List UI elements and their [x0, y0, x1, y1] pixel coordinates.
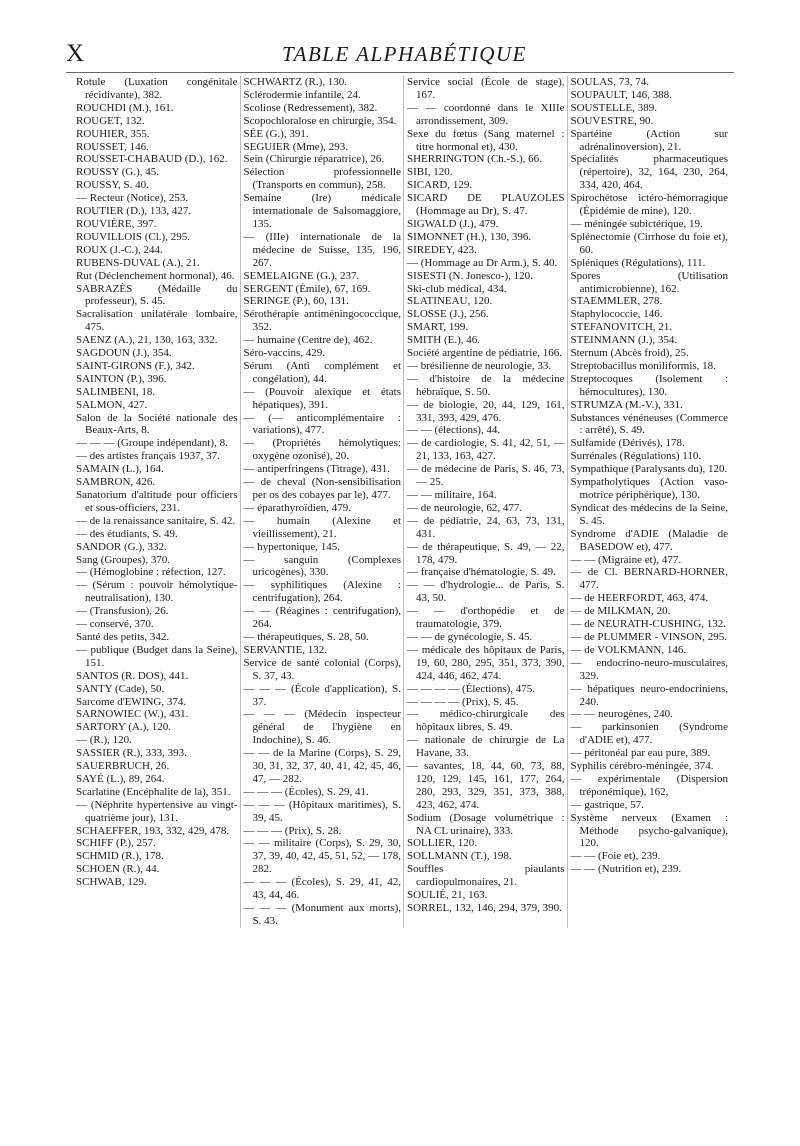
index-entry: Streptobacillus moniliformis, 18. — [570, 359, 716, 372]
index-entry: SANDOR (G.), 332. — [76, 540, 167, 553]
index-entry: — savantes, 18, 44, 60, 73, 88, 120, 129, 145, 161, 177, 264, 280, 293, 329, 351, 373, 388, 423, 462, 474. — [407, 760, 565, 811]
index-entry: SASSIER (R.), 333, 393. — [76, 747, 187, 760]
index-entry: SLOSSE (J.), 256. — [407, 308, 489, 321]
index-entry: SCHIFF (P.), 257. — [76, 837, 156, 850]
index-entry: ROUSSY (G.), 45. — [76, 166, 160, 179]
index-entry: — de cheval (Non-sensibilisation per os des cobayes par le), 477. — [243, 476, 401, 501]
index-entry: — — — (Hôpitaux maritimes), S. 39, 45. — [243, 798, 401, 824]
index-entry: Rut (Déclenchement hormonal), 46. — [76, 269, 235, 282]
index-entry: Spécialités pharmaceutiques (répertoire), 32, 164, 230, 264, 334, 420, 464. — [570, 153, 728, 192]
index-entry: SOULIÉ, 21, 163. — [407, 889, 488, 902]
index-entry: SÉE (G.), 391. — [243, 127, 309, 140]
index-entry: Société argentine de pédiatrie, 166. — [407, 347, 562, 360]
index-entry: Sérothérapie antiméningococcique, 352. — [243, 308, 401, 334]
index-entry: SOLLIER, 120. — [407, 837, 477, 850]
index-entry: — de pédiatrie, 24, 63, 73, 131, 431. — [407, 514, 565, 540]
index-entry: — thérapeutiques, S. 28, 50. — [243, 630, 369, 643]
index-entry: — humaine (Centre de), 462. — [243, 334, 373, 347]
index-entry: STEFANOVITCH, 21. — [570, 321, 673, 334]
index-entry: Syndicat des médecins de la Seine, S. 45. — [570, 501, 728, 527]
index-entry: — de PLUMMER - VINSON, 295. — [570, 630, 728, 643]
index-entry: — — — (Groupe indépendant), 8. — [76, 437, 228, 450]
index-entry: ROUVILLOIS (Cl.), 295. — [76, 230, 190, 243]
index-entry: Sexe du fœtus (Sang maternel : titre hormonal et), 430. — [407, 127, 565, 153]
index-entry: — médicale des hôpitaux de Paris, 19, 60, 280, 295, 351, 373, 390, 424, 446, 462, 474. — [407, 643, 565, 682]
index-entry: — publique (Budget dans la Seine), 151. — [76, 643, 238, 669]
index-entry: — de médecine de Paris, S. 46, 73, — 25. — [407, 463, 565, 489]
index-entry: Syphilis cérébro-méningée, 374. — [570, 760, 714, 773]
index-entry: — de MILKMAN, 20. — [570, 605, 671, 618]
index-entry: — hépatiques neuro-endocriniens, 240. — [570, 682, 728, 708]
index-entry: — — — (Monument aux morts), S. 43. — [243, 902, 401, 927]
index-entry: SICARD, 129. — [407, 179, 473, 192]
index-entry: — de biologie, 20, 44, 129, 161, 331, 393, 429, 476. — [407, 398, 565, 424]
index-entry: Surrénales (Régulations) 110. — [570, 450, 702, 463]
index-entry: — Recteur (Notice), 253. — [76, 192, 189, 205]
index-entry: Service de santé colonial (Corps), S. 37, 43. — [243, 656, 401, 682]
index-entry: ROUSSET, 146. — [76, 140, 149, 153]
index-entry: — (Pouvoir alexique et états hépatiques), 391. — [243, 385, 401, 411]
index-entry: Sympathique (Paralysants du), 120. — [570, 463, 728, 476]
index-entry: Sternum (Abcès froid), 25. — [570, 347, 689, 360]
index-entry: — péritonéal par eau pure, 389. — [570, 747, 711, 760]
index-entry: Splénectomie (Cirrhose du foie et), 60. — [570, 230, 728, 256]
index-entry: — sanguin (Complexes uricogènes), 330. — [243, 553, 401, 579]
index-entry: ROUGET, 132. — [76, 114, 145, 127]
index-entry: — — — (Prix), S. 28. — [243, 824, 342, 837]
index-entry: — (Hommage au Dr Arm.), S. 40. — [407, 256, 558, 269]
index-entry: SAENZ (A.), 21, 130, 163, 332. — [76, 334, 218, 347]
index-entry: ROUSSET-CHABAUD (D.), 162. — [76, 153, 228, 166]
index-entry: SMART, 199. — [407, 321, 469, 334]
index-entry: SEGUIER (Mme), 293. — [243, 140, 348, 153]
page-title: TABLE ALPHABÉTIQUE — [282, 42, 527, 66]
index-entry: Scopochloralose en chirurgie, 354. — [243, 114, 397, 127]
index-entry: — hypertonique, 145. — [243, 540, 341, 553]
index-entry: SIMONNET (H.), 130, 396. — [407, 230, 532, 243]
index-entry: Sodium (Dosage volumétrique : NA CL urinaire), 333. — [407, 811, 565, 837]
index-entry: SARTORY (A.), 120. — [76, 721, 171, 734]
index-entry: — des artistes français 1937, 37. — [76, 450, 220, 463]
index-entry: — — militaire, 164. — [407, 489, 497, 501]
index-entry: SAINTON (P.), 396. — [76, 372, 167, 385]
index-entry: Streptocoques (Isolement : hémocultures), 130. — [570, 372, 728, 398]
index-entry: SOUPAULT, 146, 388. — [570, 88, 672, 101]
index-entry: — — — (Écoles), S. 29, 41, 42, 43, 44, 46. — [243, 876, 401, 902]
index-entry: — des étudiants, S. 49. — [76, 527, 178, 540]
index-entry: Semaine (Ire) médicale internationale de Salsomaggiore, 135. — [243, 192, 401, 230]
index-entry: — — (Foie et), 239. — [570, 850, 661, 863]
index-entry: SOUVESTRE, 90. — [570, 114, 654, 127]
index-entry: — de VOLKMANN, 146. — [570, 643, 687, 656]
index-entry: ROUHIER, 355. — [76, 127, 150, 140]
index-entry: Souffles piaulants cardiopulmonaires, 21. — [407, 863, 565, 889]
index-entry: — — coordonné dans le XIIIe arrondissement, 309. — [407, 101, 565, 127]
index-entry: — humain (Alexine et vieillissement), 21. — [243, 514, 401, 540]
index-column-3 — [403, 76, 567, 928]
index-entry: — (— anticomplémentaire : variations), 477. — [243, 411, 401, 437]
index-entry: SAYÉ (L.), 89, 264. — [76, 772, 165, 785]
index-entry: Sacralisation unilatérale lombaire, 475. — [76, 308, 238, 334]
index-entry: RUBENS-DUVAL (A.), 21. — [76, 256, 200, 269]
index-entry: — médico-chirurgicale des hôpitaux libres, S. 49. — [407, 708, 565, 734]
index-entry: SALIMBENI, 18. — [76, 385, 156, 398]
index-entry: — (Sérum : pouvoir hémolytique-neutralisation), 130. — [76, 579, 238, 605]
index-entry: Système nerveux (Examen : Méthode psycho-galvanique), 120. — [570, 811, 728, 850]
index-entry: — parkinsonien (Syndrome d'ADIE et), 477. — [570, 721, 728, 747]
index-entry: Rotule (Luxation congénitale récidivante), 382. — [76, 76, 238, 101]
index-entry: SAINT-GIRONS (F.), 342. — [76, 359, 195, 372]
index-entry: Sympatholytiques (Action vaso-motrice périphérique), 130. — [570, 476, 728, 501]
index-entry: — de NEURATH-CUSHING, 132. — [570, 618, 727, 631]
index-entry: — (Transfusion), 26. — [76, 605, 169, 618]
index-entry: SIREDEY, 423. — [407, 243, 477, 256]
index-entry: SICARD DE PLAUZOLES (Hommage au Dr), S. 47. — [407, 192, 565, 218]
index-entry: ROUTIER (D.), 133, 427. — [76, 205, 192, 218]
index-entry: Sélection professionnelle (Transports en commun), 258. — [243, 166, 401, 192]
index-entry: Sarcome d'EWING, 374. — [76, 695, 187, 708]
index-entry: Sclérodermie infantile, 24. — [243, 88, 361, 101]
index-entry: — — d'hydrologie... de Paris, S. 43, 50. — [407, 579, 565, 605]
index-entry: Scoliose (Redressement), 382. — [243, 101, 378, 114]
index-entry: — (Néphrite hypertensive au vingt-quatrième jour), 131. — [76, 798, 238, 824]
index-entry: — conservé, 370. — [76, 618, 154, 631]
index-entry: SOLLMANN (T.), 198. — [407, 850, 512, 863]
index-entry: SANTY (Cade), 50. — [76, 682, 165, 695]
index-entry: — expérimentale (Dispersion tréponémique), 162, — [570, 772, 728, 798]
index-entry: — — (Migraine et), 477. — [570, 553, 682, 566]
index-entry: — — neurogènes, 240. — [570, 708, 673, 721]
index-entry: STEINMANN (J.), 354. — [570, 334, 678, 347]
index-entry: Substances vénéneuses (Commerce : arrêté), S. 49. — [570, 411, 728, 437]
index-entry: — — — (École d'application), S. 37. — [243, 682, 401, 708]
index-entry: SCHWAB, 129. — [76, 876, 147, 889]
index-entry: — de HEERFORDT, 463, 474. — [570, 592, 709, 605]
index-entry: SIGWALD (J.), 479. — [407, 217, 499, 230]
index-entry: STAEMMLER, 278. — [570, 295, 663, 308]
index-entry: SARNOWIEC (W.), 431. — [76, 708, 189, 721]
index-entry: — — (élections), 44. — [407, 424, 501, 437]
index-entry: — brésilienne de neurologie, 33. — [407, 359, 552, 372]
index-column-2 — [240, 76, 404, 928]
index-entry: Spirochétose ictéro-hémorragique (Épidémie de mine), 120. — [570, 192, 728, 218]
page-number: X — [66, 40, 85, 67]
index-column-1 — [76, 76, 240, 928]
index-entry: Spartéine (Action sur adrénalinoversion), 21. — [570, 127, 728, 153]
index-entry: SEMELAIGNE (G.), 237. — [243, 269, 360, 282]
index-entry: — endocrino-neuro-musculaires, 329. — [570, 656, 728, 682]
index-entry: SCHAEFFER, 193, 332, 429, 478. — [76, 824, 230, 837]
index-entry: — — (Nutrition et), 239. — [570, 863, 682, 876]
index-entry: SOUSTELLE, 389. — [570, 101, 657, 114]
index-entry: Spores (Utilisation antimicrobienne), 162. — [570, 269, 728, 295]
index-entry: — méningée subictérique, 19. — [570, 217, 703, 230]
index-entry: Sanatorium d'altitude pour officiers et sous-officiers, 231. — [76, 489, 238, 514]
index-entry: SMITH (E.), 46. — [407, 334, 481, 347]
index-entry: — — de la Marine (Corps), S. 29, 30, 31, 32, 37, 40, 41, 42, 45, 46, 47, — 282. — [243, 747, 401, 785]
index-entry: — — d'orthopédie et de traumatologie, 379. — [407, 605, 565, 631]
index-entry: ROUX (J.-C.), 244. — [76, 243, 163, 256]
index-entry: SLATINEAU, 120. — [407, 295, 493, 308]
index-entry: — antiperfringens (Titrage), 431. — [243, 463, 391, 476]
index-entry: SCHWARTZ (R.), 130. — [243, 76, 348, 88]
index-entry: SERINGE (P.), 60, 131. — [243, 295, 349, 308]
index-entry: ROUVIÈRE, 397. — [76, 217, 157, 230]
index-entry: Sulfamide (Dérivés), 178. — [570, 437, 685, 450]
index-entry: SHERRINGTON (Ch.-S.), 66. — [407, 153, 542, 166]
index-entry: — (Propriétés hémolytiques: oxygène ozonisé), 20. — [243, 437, 401, 463]
index-entry: — (Hémoglobine : réfection, 127. — [76, 566, 226, 579]
index-entry: Santé des petits, 342. — [76, 630, 170, 643]
index-entry: — — militaire (Corps), S. 29, 30, 37, 39, 40, 42, 45, 51, 52, — 178, 282. — [243, 837, 401, 876]
index-entry: SAGDOUN (J.), 354. — [76, 347, 172, 360]
index-entry: SAMAIN (L.), 164. — [76, 463, 164, 476]
header-rule — [66, 72, 734, 73]
index-entry: Staphylococcie, 146. — [570, 308, 663, 321]
index-entry: Spléniques (Régulations), 111. — [570, 256, 706, 269]
index-entry: — française d'hématologie, S. 49. — [407, 566, 556, 579]
index-entry: SAUERBRUCH, 26. — [76, 760, 170, 773]
index-entry: — d'histoire de la médecine hébraïque, S. 50. — [407, 372, 565, 398]
index-column-4 — [567, 76, 731, 928]
index-entry: — éparathyroïdien, 479. — [243, 501, 352, 514]
index-entry: Séro-vaccins, 429. — [243, 347, 326, 360]
index-entry: — — — (Écoles), S. 29, 41. — [243, 785, 369, 798]
index-entry: SCHMID (R.), 178. — [76, 850, 164, 863]
index-entry: Salon de la Société nationale des Beaux-Arts, 8. — [76, 411, 238, 437]
index-entry: Sang (Groupes), 370. — [76, 553, 171, 566]
index-entry: ROUCHDI (M.), 161. — [76, 101, 174, 114]
index-entry: Scarlatine (Encéphalite de la), 351. — [76, 785, 231, 798]
index-entry: SCHOEN (R.), 44. — [76, 863, 160, 876]
index-entry: SAMBRON, 426. — [76, 476, 156, 489]
index-entry: Syndrome d'ADIE (Maladie de BASEDOW et), 477. — [570, 527, 728, 553]
index-entry: — de la renaissance sanitaire, S. 42. — [76, 514, 236, 527]
index-entry: — (R.), 120. — [76, 734, 132, 747]
index-entry: — — — (Médecin inspecteur général de l'hygiène en Indochine), S. 46. — [243, 708, 401, 747]
index-entry: Ski-club médical, 434. — [407, 282, 507, 295]
index-entry: — — — — (Élections), 475. — [407, 682, 536, 695]
index-entry: SORREL, 132, 146, 294, 379, 390. — [407, 902, 562, 914]
index-entry: SALMON, 427. — [76, 398, 148, 411]
index-entry: SIBI, 120. — [407, 166, 453, 179]
index-entry: ROUSSY, S. 40. — [76, 179, 149, 192]
index-entry: — de cardiologie, S. 41, 42, 51, — 21, 133, 163, 427. — [407, 437, 565, 463]
index-entry: Sérum (Anti complément et congélation), 44. — [243, 359, 401, 385]
index-entry: SERGENT (Émile), 67, 169. — [243, 282, 371, 295]
index-entry: — nationale de chirurgie de La Havane, 33. — [407, 734, 565, 760]
index-entry: SANTOS (R. DOS), 441. — [76, 669, 189, 682]
index-entry: — — (Réagines : centrifugation), 264. — [243, 605, 401, 631]
index-entry: Service social (École de stage), 167. — [407, 76, 565, 101]
index-entry: — de Cl. BERNARD-HORNER, 477. — [570, 566, 728, 592]
index-entry: Sein (Chirurgie réparatrice), 26. — [243, 153, 385, 166]
index-entry: SABRAZÈS (Médaille du professeur), S. 45. — [76, 282, 238, 308]
index-entry: SERVANTIE, 132. — [243, 643, 328, 656]
index-entry: — de thérapeutique, S. 49, — 22, 178, 479. — [407, 540, 565, 566]
index-entry: SISESTI (N. Jonesco-), 120. — [407, 269, 533, 282]
index-entry: — de neurologie, 62, 477. — [407, 501, 523, 514]
index-entry: SOULAS, 73, 74. — [570, 76, 650, 88]
index-entry: — — — — (Prix), S. 45. — [407, 695, 519, 708]
index-entry: — (IIIe) internationale de la médecine de Suisse, 135, 196, 267. — [243, 230, 401, 269]
index-entry: — gastrique, 57. — [570, 798, 644, 811]
index-entry: — syphilitiques (Alexine : centrifugation), 264. — [243, 579, 401, 605]
index-entry: STRUMZA (M.-V.), 331. — [570, 398, 683, 411]
index-entry: — — de gynécologie, S. 45. — [407, 630, 533, 643]
index-columns — [76, 76, 730, 928]
